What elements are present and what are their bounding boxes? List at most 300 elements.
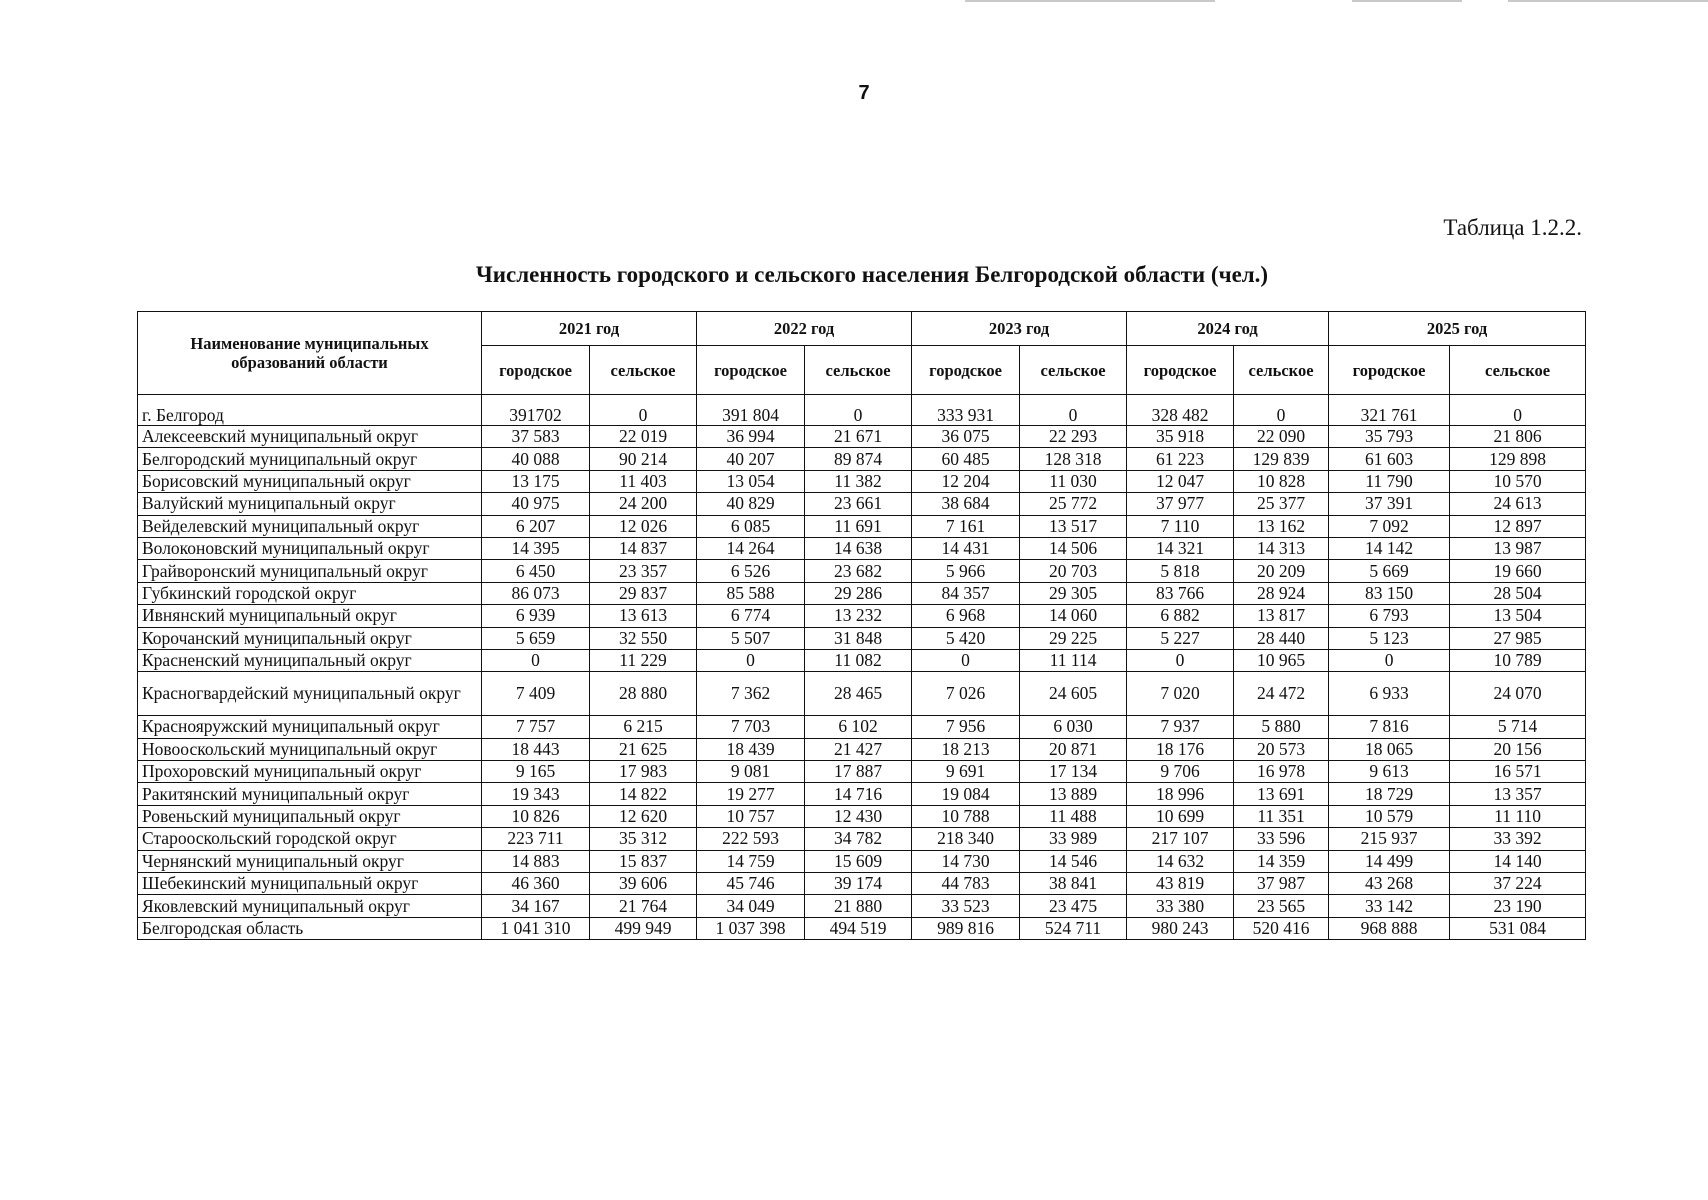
urban-population-cell: 37 391 [1329,493,1450,515]
rural-population-cell: 11 229 [590,649,697,671]
table-row [138,917,1586,939]
rural-population-cell: 21 671 [805,426,912,448]
rural-population-cell: 89 874 [805,448,912,470]
urban-population-cell: 10 788 [912,805,1020,827]
urban-population-cell: 217 107 [1127,828,1234,850]
urban-population-cell: 6 968 [912,605,1020,627]
urban-population-cell: 7 026 [912,672,1020,716]
rural-population-cell: 14 313 [1234,537,1329,559]
urban-population-cell: 222 593 [697,828,805,850]
rural-population-cell: 12 026 [590,515,697,537]
urban-population-cell: 7 110 [1127,515,1234,537]
urban-header: городское [1127,346,1234,395]
urban-population-cell: 11 790 [1329,470,1450,492]
rural-population-cell: 35 312 [590,828,697,850]
municipality-name: Прохоровский муниципальный округ [138,761,482,783]
rural-population-cell: 13 357 [1450,783,1586,805]
table-row [138,783,1586,805]
urban-population-cell: 7 161 [912,515,1020,537]
urban-population-cell: 19 084 [912,783,1020,805]
rural-population-cell: 6 030 [1020,716,1127,738]
rural-population-cell: 14 638 [805,537,912,559]
top-edge-line [1508,0,1708,2]
rural-population-cell: 0 [1234,395,1329,426]
rural-population-cell: 129 898 [1450,448,1586,470]
urban-population-cell: 34 167 [482,895,590,917]
municipality-name: Ровеньский муниципальный округ [138,805,482,827]
rural-population-cell: 20 156 [1450,738,1586,760]
urban-population-cell: 18 213 [912,738,1020,760]
urban-population-cell: 9 706 [1127,761,1234,783]
rural-population-cell: 13 889 [1020,783,1127,805]
urban-header: городское [482,346,590,395]
urban-population-cell: 7 956 [912,716,1020,738]
table-label: Таблица 1.2.2. [1443,215,1582,240]
urban-population-cell: 13 175 [482,470,590,492]
rural-population-cell: 28 465 [805,672,912,716]
rural-population-cell: 20 209 [1234,560,1329,582]
rural-population-cell: 0 [1450,395,1586,426]
rural-population-cell: 22 019 [590,426,697,448]
urban-population-cell: 35 918 [1127,426,1234,448]
rural-population-cell: 25 772 [1020,493,1127,515]
urban-population-cell: 5 659 [482,627,590,649]
municipality-name: Ивнянский муниципальный округ [138,605,482,627]
rural-population-cell: 21 625 [590,738,697,760]
municipality-name: Новооскольский муниципальный округ [138,738,482,760]
urban-population-cell: 9 691 [912,761,1020,783]
top-edge-line [1352,0,1462,2]
urban-population-cell: 5 123 [1329,627,1450,649]
rural-population-cell: 19 660 [1450,560,1586,582]
urban-population-cell: 391 804 [697,395,805,426]
rural-population-cell: 10 789 [1450,649,1586,671]
rural-population-cell: 20 703 [1020,560,1127,582]
rural-header: сельское [1450,346,1586,395]
municipality-name-header: Наименование муниципальных образований области [138,312,482,395]
table-row [138,850,1586,872]
rural-population-cell: 25 377 [1234,493,1329,515]
urban-population-cell: 18 176 [1127,738,1234,760]
urban-population-cell: 14 883 [482,850,590,872]
urban-population-cell: 38 684 [912,493,1020,515]
table-row [138,493,1586,515]
urban-population-cell: 6 793 [1329,605,1450,627]
urban-population-cell: 9 165 [482,761,590,783]
urban-population-cell: 43 268 [1329,873,1450,895]
population-table [137,311,1586,940]
rural-population-cell: 23 357 [590,560,697,582]
rural-population-cell: 520 416 [1234,917,1329,939]
table-row [138,470,1586,492]
rural-population-cell: 13 987 [1450,537,1586,559]
urban-population-cell: 9 081 [697,761,805,783]
rural-population-cell: 28 440 [1234,627,1329,649]
urban-population-cell: 37 977 [1127,493,1234,515]
rural-population-cell: 39 174 [805,873,912,895]
rural-population-cell: 17 983 [590,761,697,783]
rural-population-cell: 15 609 [805,850,912,872]
table-row [138,426,1586,448]
urban-population-cell: 9 613 [1329,761,1450,783]
rural-population-cell: 10 965 [1234,649,1329,671]
rural-population-cell: 21 764 [590,895,697,917]
urban-population-cell: 33 523 [912,895,1020,917]
rural-population-cell: 14 837 [590,537,697,559]
rural-population-cell: 17 134 [1020,761,1127,783]
urban-population-cell: 18 443 [482,738,590,760]
urban-population-cell: 35 793 [1329,426,1450,448]
urban-population-cell: 10 699 [1127,805,1234,827]
rural-population-cell: 14 546 [1020,850,1127,872]
rural-population-cell: 0 [1020,395,1127,426]
rural-population-cell: 39 606 [590,873,697,895]
municipality-name: Вейделевский муниципальный округ [138,515,482,537]
rural-population-cell: 0 [805,395,912,426]
municipality-name: Белгородский муниципальный округ [138,448,482,470]
rural-population-cell: 12 430 [805,805,912,827]
table-row [138,761,1586,783]
urban-population-cell: 19 343 [482,783,590,805]
rural-population-cell: 531 084 [1450,917,1586,939]
urban-population-cell: 37 583 [482,426,590,448]
urban-population-cell: 14 759 [697,850,805,872]
table-row [138,738,1586,760]
urban-population-cell: 321 761 [1329,395,1450,426]
rural-population-cell: 29 305 [1020,582,1127,604]
rural-population-cell: 11 691 [805,515,912,537]
urban-population-cell: 43 819 [1127,873,1234,895]
table-row [138,605,1586,627]
urban-population-cell: 36 075 [912,426,1020,448]
urban-population-cell: 12 047 [1127,470,1234,492]
table-row [138,895,1586,917]
urban-population-cell: 13 054 [697,470,805,492]
urban-population-cell: 5 818 [1127,560,1234,582]
table-row [138,395,1586,426]
table-body [138,395,1586,940]
urban-population-cell: 84 357 [912,582,1020,604]
urban-population-cell: 18 439 [697,738,805,760]
top-edge-line [965,0,1215,2]
year-header: 2023 год [912,312,1127,346]
municipality-name: Красненский муниципальный округ [138,649,482,671]
rural-population-cell: 16 571 [1450,761,1586,783]
table-row [138,716,1586,738]
urban-population-cell: 45 746 [697,873,805,895]
municipality-name: Шебекинский муниципальный округ [138,873,482,895]
year-header: 2025 год [1329,312,1586,346]
urban-population-cell: 83 150 [1329,582,1450,604]
rural-population-cell: 0 [590,395,697,426]
urban-population-cell: 1 041 310 [482,917,590,939]
urban-population-cell: 328 482 [1127,395,1234,426]
urban-population-cell: 36 994 [697,426,805,448]
rural-population-cell: 14 506 [1020,537,1127,559]
urban-population-cell: 0 [912,649,1020,671]
municipality-name: Грайворонский муниципальный округ [138,560,482,582]
urban-population-cell: 0 [1329,649,1450,671]
rural-population-cell: 90 214 [590,448,697,470]
rural-population-cell: 29 225 [1020,627,1127,649]
rural-population-cell: 20 573 [1234,738,1329,760]
rural-population-cell: 23 475 [1020,895,1127,917]
rural-population-cell: 499 949 [590,917,697,939]
urban-population-cell: 44 783 [912,873,1020,895]
rural-population-cell: 13 504 [1450,605,1586,627]
year-header: 2021 год [482,312,697,346]
urban-population-cell: 7 816 [1329,716,1450,738]
urban-population-cell: 6 939 [482,605,590,627]
rural-header: сельское [1234,346,1329,395]
rural-population-cell: 11 351 [1234,805,1329,827]
rural-population-cell: 29 837 [590,582,697,604]
urban-header: городское [1329,346,1450,395]
rural-population-cell: 28 924 [1234,582,1329,604]
urban-population-cell: 12 204 [912,470,1020,492]
urban-population-cell: 7 362 [697,672,805,716]
urban-population-cell: 40 829 [697,493,805,515]
rural-population-cell: 6 215 [590,716,697,738]
urban-population-cell: 989 816 [912,917,1020,939]
table-row [138,515,1586,537]
rural-population-cell: 21 427 [805,738,912,760]
urban-population-cell: 14 264 [697,537,805,559]
rural-population-cell: 129 839 [1234,448,1329,470]
rural-population-cell: 494 519 [805,917,912,939]
urban-population-cell: 5 507 [697,627,805,649]
table-row [138,873,1586,895]
rural-header: сельское [1020,346,1127,395]
rural-population-cell: 28 880 [590,672,697,716]
urban-population-cell: 14 632 [1127,850,1234,872]
rural-population-cell: 24 613 [1450,493,1586,515]
rural-population-cell: 11 030 [1020,470,1127,492]
rural-population-cell: 27 985 [1450,627,1586,649]
urban-population-cell: 19 277 [697,783,805,805]
urban-population-cell: 7 092 [1329,515,1450,537]
urban-population-cell: 83 766 [1127,582,1234,604]
urban-population-cell: 6 774 [697,605,805,627]
rural-population-cell: 11 403 [590,470,697,492]
urban-population-cell: 5 420 [912,627,1020,649]
urban-population-cell: 14 499 [1329,850,1450,872]
rural-population-cell: 32 550 [590,627,697,649]
rural-population-cell: 11 488 [1020,805,1127,827]
rural-population-cell: 22 090 [1234,426,1329,448]
rural-population-cell: 10 828 [1234,470,1329,492]
rural-population-cell: 33 596 [1234,828,1329,850]
urban-population-cell: 391702 [482,395,590,426]
rural-population-cell: 22 293 [1020,426,1127,448]
rural-population-cell: 24 472 [1234,672,1329,716]
table-row [138,805,1586,827]
urban-population-cell: 14 321 [1127,537,1234,559]
urban-population-cell: 7 757 [482,716,590,738]
urban-population-cell: 34 049 [697,895,805,917]
rural-population-cell: 20 871 [1020,738,1127,760]
rural-population-cell: 37 987 [1234,873,1329,895]
year-header-row [138,312,1586,346]
urban-population-cell: 333 931 [912,395,1020,426]
urban-population-cell: 7 703 [697,716,805,738]
urban-population-cell: 18 729 [1329,783,1450,805]
rural-population-cell: 33 989 [1020,828,1127,850]
urban-population-cell: 6 207 [482,515,590,537]
page-number: 7 [858,82,870,104]
rural-population-cell: 11 114 [1020,649,1127,671]
rural-population-cell: 12 620 [590,805,697,827]
urban-population-cell: 0 [482,649,590,671]
table-row [138,627,1586,649]
table-row [138,448,1586,470]
rural-population-cell: 14 716 [805,783,912,805]
rural-population-cell: 23 190 [1450,895,1586,917]
urban-population-cell: 223 711 [482,828,590,850]
municipality-name: Яковлевский муниципальный округ [138,895,482,917]
rural-population-cell: 23 682 [805,560,912,582]
municipality-name: Корочанский муниципальный округ [138,627,482,649]
urban-population-cell: 18 065 [1329,738,1450,760]
urban-header: городское [697,346,805,395]
rural-population-cell: 23 661 [805,493,912,515]
urban-population-cell: 6 882 [1127,605,1234,627]
urban-population-cell: 6 526 [697,560,805,582]
rural-population-cell: 6 102 [805,716,912,738]
rural-population-cell: 13 817 [1234,605,1329,627]
rural-population-cell: 12 897 [1450,515,1586,537]
urban-population-cell: 40 088 [482,448,590,470]
municipality-name: Валуйский муниципальный округ [138,493,482,515]
municipality-name: Борисовский муниципальный округ [138,470,482,492]
rural-population-cell: 13 613 [590,605,697,627]
urban-population-cell: 40 975 [482,493,590,515]
rural-population-cell: 13 232 [805,605,912,627]
table-row [138,649,1586,671]
municipality-name: г. Белгород [138,395,482,426]
table-row [138,672,1586,716]
rural-population-cell: 128 318 [1020,448,1127,470]
urban-population-cell: 14 395 [482,537,590,559]
municipality-name: Красногвардейский муниципальный округ [138,672,482,716]
urban-population-cell: 6 933 [1329,672,1450,716]
rural-population-cell: 524 711 [1020,917,1127,939]
document-title: Численность городского и сельского населения Белгородской области (чел.) [475,262,1269,287]
urban-population-cell: 10 826 [482,805,590,827]
rural-population-cell: 5 880 [1234,716,1329,738]
urban-population-cell: 85 588 [697,582,805,604]
municipality-name: Краснояружский муниципальный округ [138,716,482,738]
rural-population-cell: 28 504 [1450,582,1586,604]
urban-population-cell: 14 431 [912,537,1020,559]
rural-population-cell: 23 565 [1234,895,1329,917]
table-row [138,582,1586,604]
rural-population-cell: 17 887 [805,761,912,783]
urban-population-cell: 40 207 [697,448,805,470]
rural-population-cell: 14 060 [1020,605,1127,627]
urban-population-cell: 60 485 [912,448,1020,470]
urban-population-cell: 86 073 [482,582,590,604]
urban-population-cell: 14 142 [1329,537,1450,559]
rural-header: сельское [805,346,912,395]
urban-population-cell: 14 730 [912,850,1020,872]
rural-population-cell: 24 200 [590,493,697,515]
year-header: 2024 год [1127,312,1329,346]
rural-population-cell: 29 286 [805,582,912,604]
municipality-name: Губкинский городской округ [138,582,482,604]
urban-population-cell: 61 223 [1127,448,1234,470]
urban-population-cell: 18 996 [1127,783,1234,805]
table-row [138,560,1586,582]
rural-population-cell: 24 605 [1020,672,1127,716]
urban-population-cell: 46 360 [482,873,590,895]
urban-population-cell: 10 757 [697,805,805,827]
rural-population-cell: 21 880 [805,895,912,917]
urban-population-cell: 5 966 [912,560,1020,582]
rural-population-cell: 14 140 [1450,850,1586,872]
urban-population-cell: 6 085 [697,515,805,537]
municipality-name: Старооскольский городской округ [138,828,482,850]
municipality-name: Алексеевский муниципальный округ [138,426,482,448]
rural-population-cell: 13 691 [1234,783,1329,805]
municipality-name: Белгородская область [138,917,482,939]
urban-population-cell: 7 937 [1127,716,1234,738]
rural-population-cell: 16 978 [1234,761,1329,783]
municipality-name: Чернянский муниципальный округ [138,850,482,872]
urban-population-cell: 980 243 [1127,917,1234,939]
rural-population-cell: 14 822 [590,783,697,805]
table-row [138,537,1586,559]
rural-population-cell: 15 837 [590,850,697,872]
rural-header: сельское [590,346,697,395]
urban-population-cell: 5 669 [1329,560,1450,582]
urban-population-cell: 0 [697,649,805,671]
table-row [138,828,1586,850]
year-header: 2022 год [697,312,912,346]
urban-population-cell: 968 888 [1329,917,1450,939]
rural-population-cell: 14 359 [1234,850,1329,872]
urban-population-cell: 7 409 [482,672,590,716]
urban-header: городское [912,346,1020,395]
urban-population-cell: 33 142 [1329,895,1450,917]
urban-population-cell: 5 227 [1127,627,1234,649]
rural-population-cell: 37 224 [1450,873,1586,895]
urban-population-cell: 6 450 [482,560,590,582]
rural-population-cell: 11 382 [805,470,912,492]
rural-population-cell: 11 082 [805,649,912,671]
rural-population-cell: 11 110 [1450,805,1586,827]
rural-population-cell: 34 782 [805,828,912,850]
urban-population-cell: 215 937 [1329,828,1450,850]
rural-population-cell: 31 848 [805,627,912,649]
municipality-name: Волоконовский муниципальный округ [138,537,482,559]
rural-population-cell: 13 162 [1234,515,1329,537]
rural-population-cell: 38 841 [1020,873,1127,895]
urban-population-cell: 61 603 [1329,448,1450,470]
urban-population-cell: 33 380 [1127,895,1234,917]
rural-population-cell: 13 517 [1020,515,1127,537]
rural-population-cell: 5 714 [1450,716,1586,738]
urban-population-cell: 10 579 [1329,805,1450,827]
rural-population-cell: 10 570 [1450,470,1586,492]
urban-population-cell: 7 020 [1127,672,1234,716]
urban-population-cell: 0 [1127,649,1234,671]
rural-population-cell: 24 070 [1450,672,1586,716]
rural-population-cell: 21 806 [1450,426,1586,448]
rural-population-cell: 33 392 [1450,828,1586,850]
urban-population-cell: 1 037 398 [697,917,805,939]
municipality-name: Ракитянский муниципальный округ [138,783,482,805]
